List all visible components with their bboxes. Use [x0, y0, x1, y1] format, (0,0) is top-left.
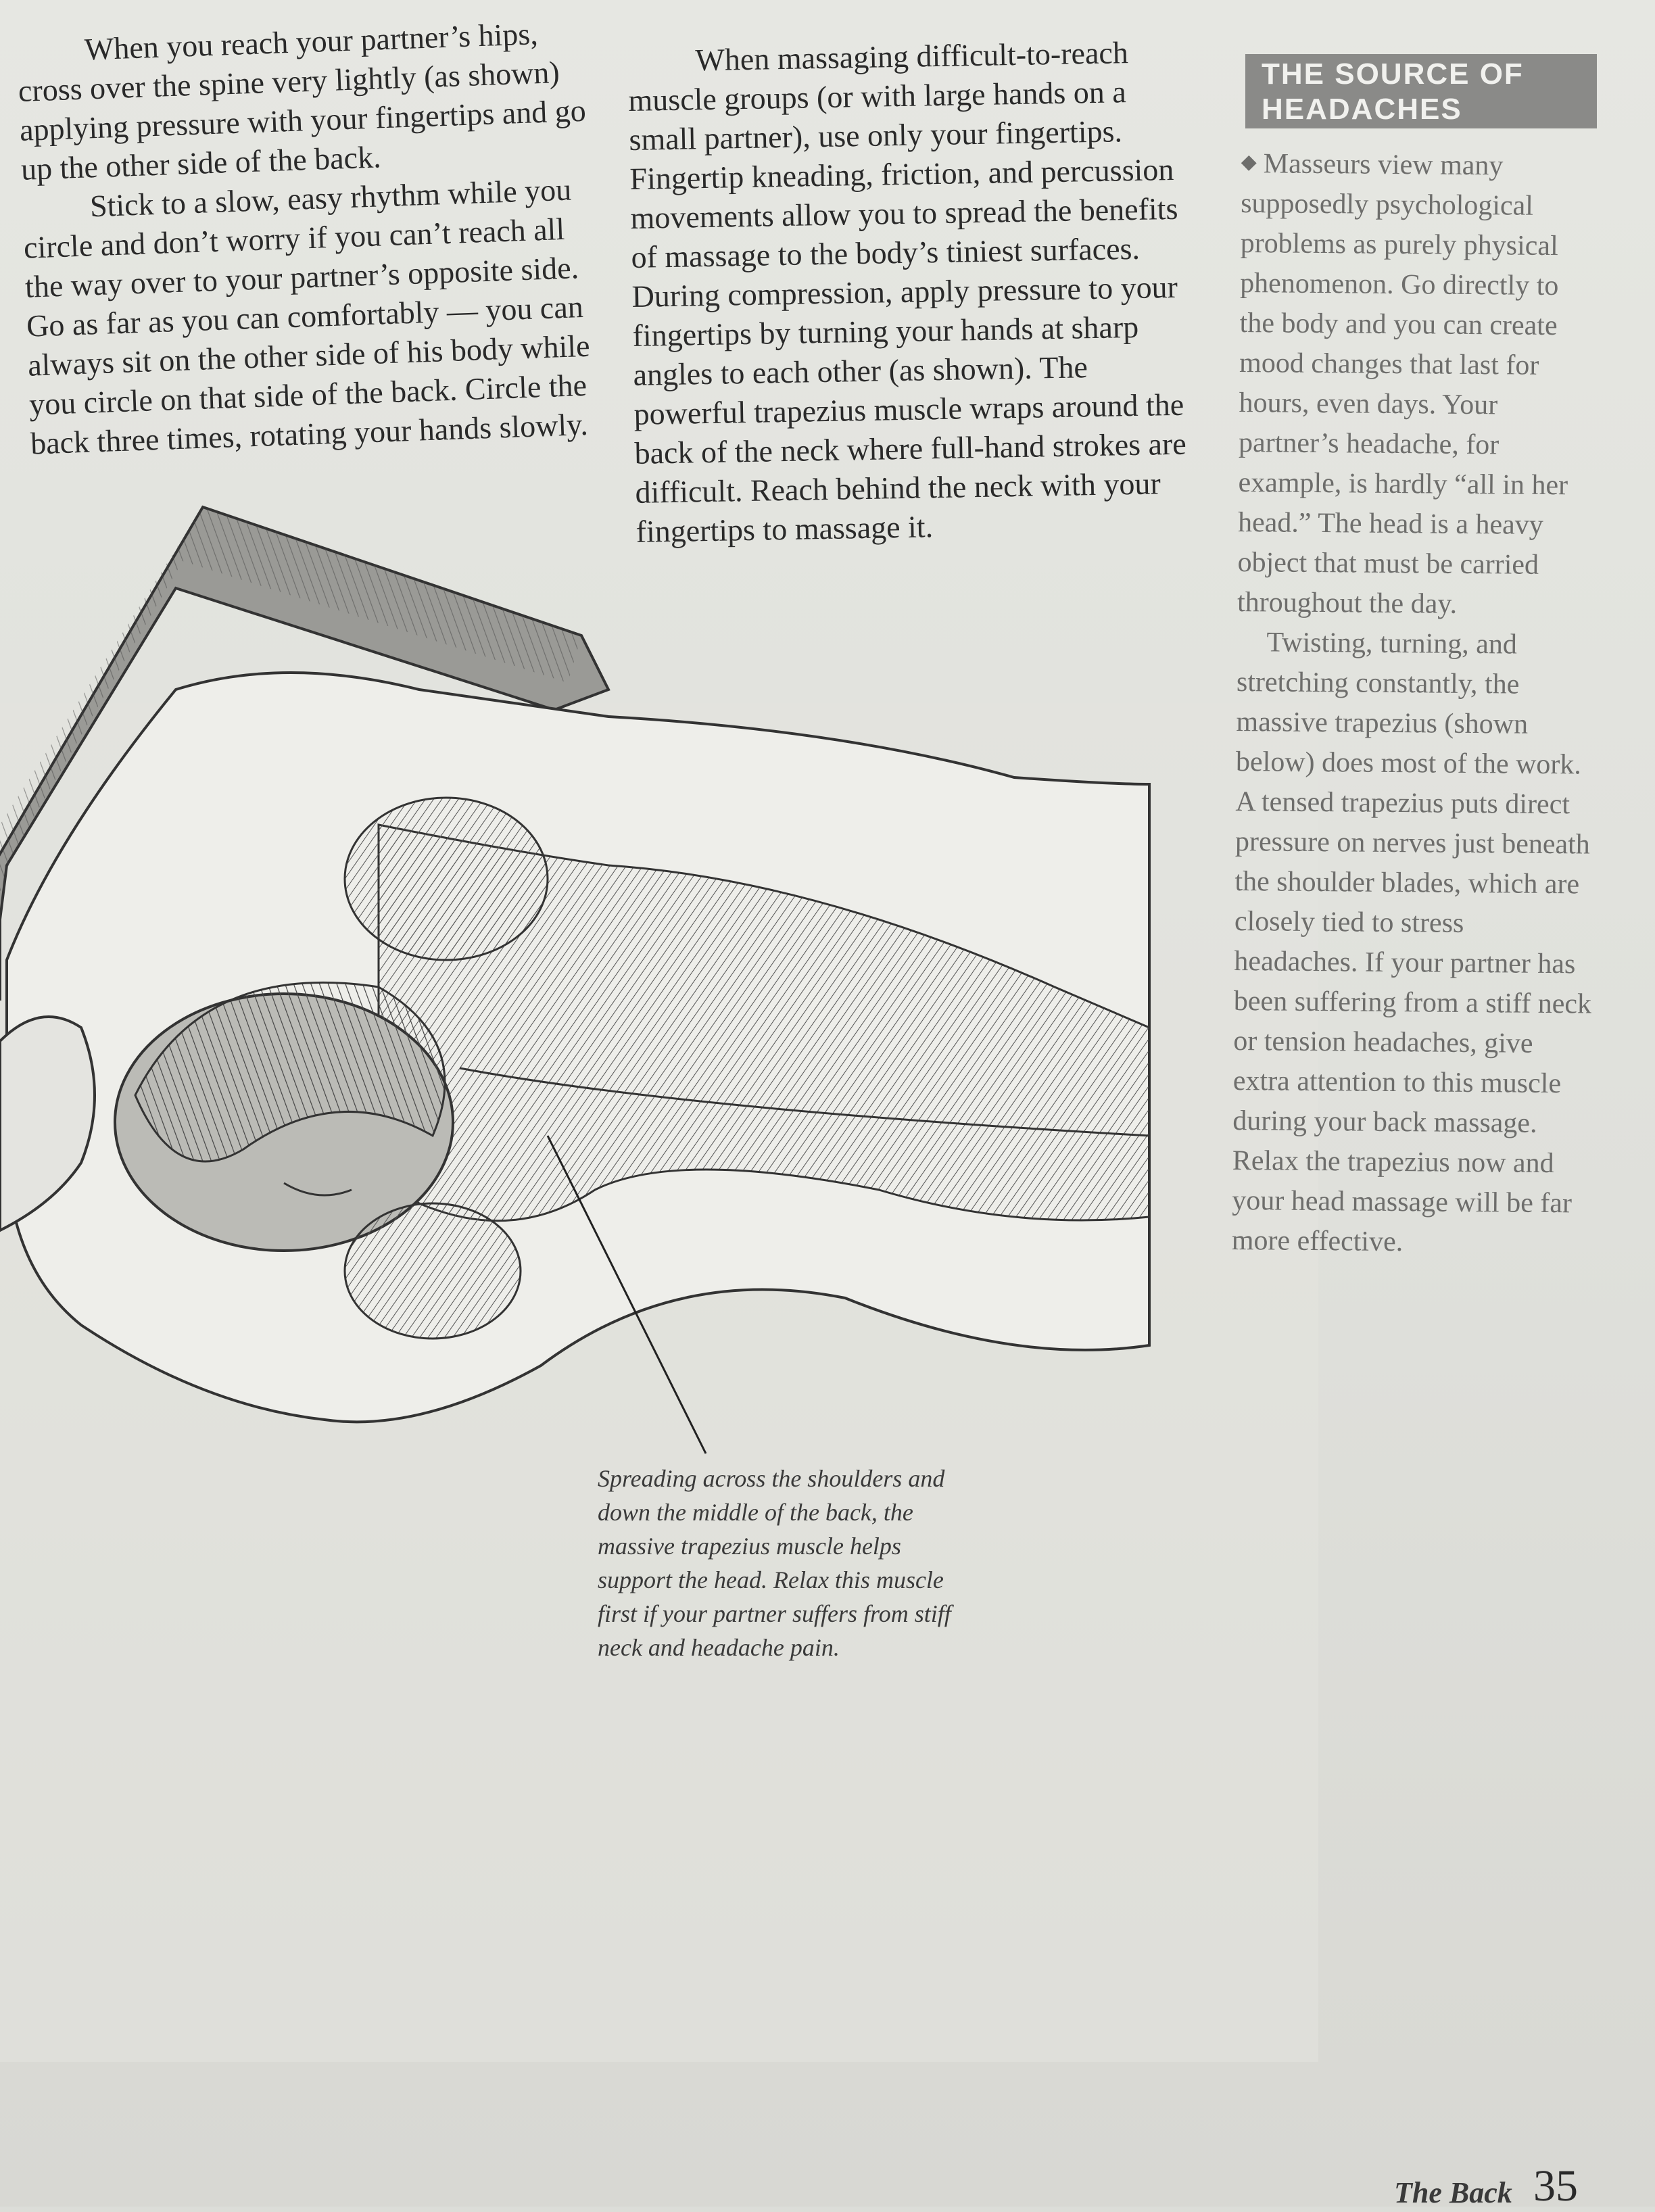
illustration-caption: Spreading across the shoulders and down the middle of the back, the massive trapezius muscle helps support the head. Relax this muscle first if your partner suffers from stiff neck and headache pain.	[598, 1465, 951, 1661]
sidebar-title-line-1: THE SOURCE OF	[1262, 57, 1524, 91]
sidebar-paragraph-1-text: Masseurs view many supposedly psychological problems as purely physical phenomenon. Go directly to the body and you can create mood changes that last for hours, even days. Your partner’s headache, for example, is hardly “all in her head.” The head is a heavy object that must be carried throughout the day.	[1237, 148, 1568, 620]
middle-text-column	[627, 32, 1204, 552]
left-text-column	[16, 13, 599, 464]
left-paragraph-1: When you reach your partner’s hips, cross over the spine very lightly (as shown) applying pressure with your fingertips and go up the other side of the back.	[18, 16, 587, 187]
trapezius-illustration	[0, 487, 1190, 1460]
page-footer	[1393, 2161, 1655, 2211]
section-title: The Back	[1394, 2176, 1512, 2209]
sidebar-paragraph-1	[1237, 142, 1600, 626]
sidebar-text	[1232, 142, 1600, 1264]
diamond-bullet-icon: ◆	[1241, 150, 1257, 174]
sidebar-title	[1245, 54, 1597, 128]
sidebar-paragraph-2: Twisting, turning, and stretching constantly, the massive trapezius (shown below) does most of the work. A tensed trapezius puts direct pressure on nerves just beneath the shoulder blades, which are closely tied to stress headaches. If your partner has been suffering from a stiff neck or tension headaches, give extra attention to this muscle during your back massage. Relax the trapezius now and your head massage will be far more effective.	[1231, 627, 1592, 1258]
page-number: 35	[1533, 2161, 1578, 2211]
middle-paragraph: When massaging difficult-to-reach muscle groups (or with large hands on a small partner), use only your fingertips. Fingertip kneading, friction, and percussion movements allow you to spread the benefits of massage to the body’s tiniest surfaces. During compression, apply pressure to your fingertips by turning your hands at sharp angles to each other (as shown). The powerful trapezius muscle wraps around the back of the neck where full-hand strokes are difficult. Reach behind the neck with your fingertips to massage it.	[628, 35, 1187, 549]
left-paragraph-2: Stick to a slow, easy rhythm while you circle and don’t worry if you can’t reach all the way over to your partner’s opposite side. Go as far as you can comfortably — you can always sit on the other side of his body while you circle on that side of the back. Circle the back three times, rotating your hands slowly.	[23, 172, 591, 461]
sidebar-title-line-2: HEADACHES	[1262, 93, 1462, 126]
